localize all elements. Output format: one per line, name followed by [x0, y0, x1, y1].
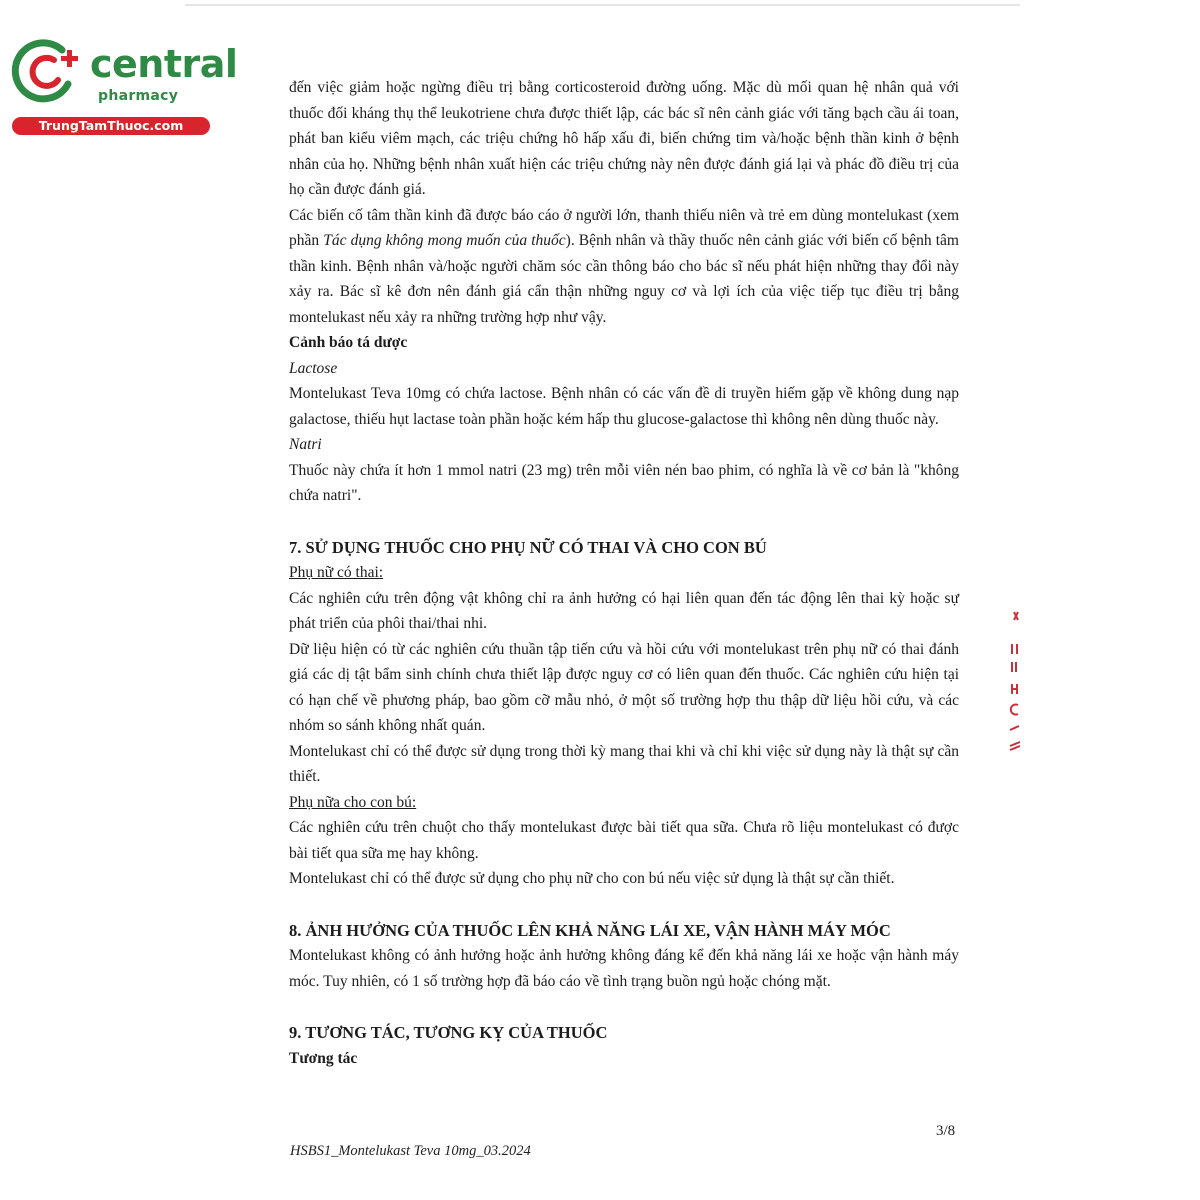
section-8-heading: 8. ẢNH HƯỞNG CỦA THUỐC LÊN KHẢ NĂNG LÁI XE, VẬN HÀNH MÁY MÓC	[289, 920, 891, 940]
paragraph: Montelukast không có ảnh hưởng hoặc ảnh hưởng không đáng kể đến khả năng lái xe hoặc vận hành máy móc. Tuy nhiên, có 1 số trường hợp đã báo cáo về tình trạng buồn ngủ hoặc chóng mặt.	[289, 947, 959, 990]
section-9-heading: 9. TƯƠNG TÁC, TƯƠNG KỴ CỦA THUỐC	[289, 1023, 608, 1042]
logo-website-badge: TrungTamThuoc.com	[12, 117, 210, 135]
top-border-line	[185, 4, 1020, 6]
document-body	[289, 75, 959, 1071]
pharmacy-cross-logo-icon	[10, 38, 82, 106]
paragraph: Thuốc này chứa ít hơn 1 mmol natri (23 mg) trên mỗi viên nén bao phim, có nghĩa là về cơ bản là "không chứa natri".	[289, 461, 959, 504]
paragraph: đến việc giảm hoặc ngừng điều trị bằng corticosteroid đường uống. Mặc dù mối quan hệ nhân quả với thuốc đối kháng thụ thể leukotriene chưa được thiết lập, các bác sĩ nên cảnh giác với tăng bạch cầu ái toan, phát ban kiểu viêm mạch, các triệu chứng hô hấp xấu đi, biến chứng tim và/hoặc bệnh thần kinh ở bệnh nhân của họ. Những bệnh nhân xuất hiện các triệu chứng này nên được đánh giá lại và phác đồ điều trị của họ cần được đánh giá.	[289, 79, 959, 198]
paragraph: Montelukast Teva 10mg có chứa lactose. Bệnh nhân có các vấn đề di truyền hiếm gặp về không dung nạp galactose, thiếu hụt lactase toàn phần hoặc kém hấp thu glucose-galactose thì không nên dùng thuốc này.	[289, 385, 959, 428]
paragraph-text: ). Bệnh nhân và thầy thuốc nên cảnh giác với biến cố bệnh tâm thần kinh. Bệnh nhân và/hoặc người chăm sóc cần thông báo cho bác sĩ nếu phát hiện những thay đổi này xảy ra. Bác sĩ kê đơn nên đánh giá cẩn thận những nguy cơ và lợi ích của việc tiếp tục điều trị bằng montelukast nếu xảy ra những trường hợp như vậy.	[289, 232, 959, 326]
stamp-fragment	[1004, 600, 1034, 770]
section-reference: Tác dụng không mong muốn của thuốc	[323, 232, 566, 249]
paragraph: Montelukast chỉ có thể được sử dụng cho phụ nữ cho con bú nếu việc sử dụng là thật sự cần thiết.	[289, 870, 895, 887]
paragraph: Dữ liệu hiện có từ các nghiên cứu thuần tập tiến cứu và hồi cứu với montelukast trên phụ nữ có thai đánh giá các dị tật bẩm sinh chính chưa thiết lập được nguy cơ có liên quan đến thuốc. Các nghiên cứu hiện tại có hạn chế về phương pháp, bao gồm cỡ mẫu nhỏ, ở một số trường hợp thu thập dữ liệu hồi cứu, và các nhóm so sánh không nhất quán.	[289, 640, 959, 734]
logo-subtitle: pharmacy	[98, 88, 179, 104]
subheading-excipient-warning: Cảnh báo tá dược	[289, 334, 408, 351]
paragraph: Montelukast chỉ có thể được sử dụng trong thời kỳ mang thai khi và chỉ khi việc sử dụng này là thật sự cần thiết.	[289, 742, 959, 785]
section-7-heading: 7. SỬ DỤNG THUỐC CHO PHỤ NỮ CÓ THAI VÀ CHO CON BÚ	[289, 537, 767, 557]
central-pharmacy-logo	[10, 38, 238, 138]
interaction-subheading: Tương tác	[289, 1049, 358, 1067]
page-number: 3/8	[936, 1123, 956, 1139]
sodium-label: Natri	[289, 436, 322, 453]
logo-wordmark: central	[90, 42, 238, 86]
lactose-label: Lactose	[289, 359, 338, 377]
document-footer-code: HSBS1_Montelukast Teva 10mg_03.2024	[290, 1143, 531, 1159]
paragraph: Các nghiên cứu trên động vật không chỉ ra ảnh hưởng có hại liên quan đến tác động lên thai kỳ hoặc sự phát triển của phôi thai/thai nhi.	[289, 589, 959, 632]
pregnant-women-label: Phụ nữ có thai:	[289, 564, 384, 581]
nursing-women-label: Phụ nữa cho con bú:	[289, 793, 417, 811]
paragraph	[289, 203, 959, 331]
paragraph: Các nghiên cứu trên chuột cho thấy montelukast được bài tiết qua sữa. Chưa rõ liệu montelukast có được bài tiết qua sữa mẹ hay không.	[289, 819, 959, 862]
paragraph-text: Các biến cố tâm thần kinh đã được báo cáo ở người lớn, thanh thiếu niên và trẻ em dùng montelukast (xem phần	[289, 206, 959, 249]
